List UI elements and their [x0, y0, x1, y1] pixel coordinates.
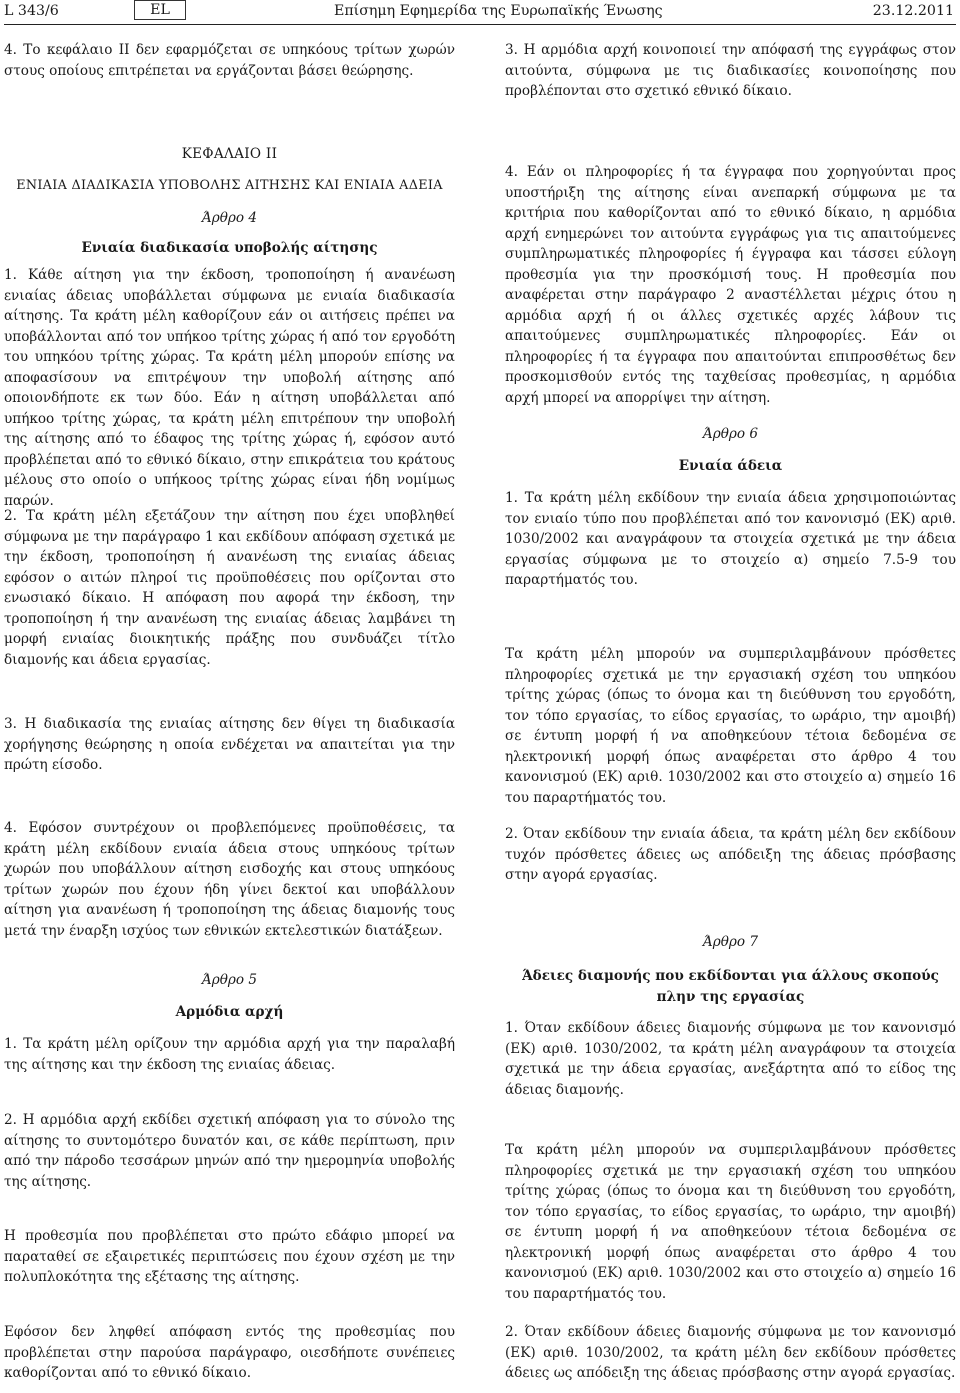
chapter1-paragraph-4: 4. Το κεφάλαιο II δεν εφαρμόζεται σε υπηκόους τρίτων χωρών στους οποίους επιτρέπεται να εργάζονται βάσει θεώρησης. — [4, 42, 455, 79]
publication-date: 23.12.2011 — [872, 3, 954, 19]
article-6-label: Άρθρο 6 — [702, 426, 759, 442]
article-4-paragraph-2: 2. Τα κράτη μέλη εξετάζουν την αίτηση που έχει υποβληθεί σύμφωνα με την παράγραφο 1 και εκδίδουν απόφαση σχετικά με την έκδοση, τροποποίηση ή ανανέωση της ενιαίας άδειας εφόσον ο αιτών πληροί τις προϋποθέσεις που ορίζονται στο ενωσιακό δίκαιο. Η απόφαση που αφορά την έκδοση, την τροποποίηση ή την ανανέωση της ενιαίας άδειας λαμβάνει τη μορφή ενιαίας διοικητικής πράξης που συνδυάζει τίτλο διαμονής και άδεια εργασίας. — [4, 508, 455, 668]
article-7-paragraph-1-subparagraph: Τα κράτη μέλη μπορούν να συμπεριλαμβάνουν πρόσθετες πληροφορίες σχετικά με την εργασιακή σχέση του υπηκόου τρίτης χώρας (όπως το όνομα και τη διεύθυνση του εργοδότη, τον τόπο εργασίας, το είδος εργασίας, το ωράριο, την αμοιβή) σε έντυπη μορφή ή να αποθηκεύουν τέτοια δεδομένα σε ηλεκτρονική μορφή όπως αναφέρεται στο άρθρο 4 του κανονισμού (ΕΚ) αριθ. 1030/2002 και στο στοιχείο α) σημείο 16 του παραρτήματός του. — [505, 1142, 956, 1302]
article-4-paragraph-3: 3. Η διαδικασία της ενιαίας αίτησης δεν θίγει τη διαδικασία χορήγησης θεώρησης η οποία ενδέχεται να απαιτείται για την πρώτη είσοδο. — [4, 716, 455, 773]
article-7-paragraph-1: 1. Όταν εκδίδουν άδειες διαμονής σύμφωνα με τον κανονισμό (ΕΚ) αριθ. 1030/2002, τα κράτη μέλη αναγράφουν τα στοιχεία σχετικά με την άδεια εργασίας, ανεξάρτητα από το είδος της άδειας διαμονής. — [505, 1020, 956, 1098]
article-7-paragraph-2: 2. Όταν εκδίδουν άδειες διαμονής σύμφωνα με τον κανονισμό (ΕΚ) αριθ. 1030/2002, τα κράτη μέλη δεν εκδίδουν πρόσθετες άδειες ως απόδειξη της άδειας πρόσβασης στην αγορά εργασίας. — [505, 1324, 956, 1381]
chapter-label: ΚΕΦΑΛΑΙΟ II — [181, 146, 278, 162]
article-5-title: Αρμόδια αρχή — [175, 1004, 284, 1020]
chapter-title: ΕΝΙΑΙΑ ΔΙΑΔΙΚΑΣΙΑ ΥΠΟΒΟΛΗΣ ΑΙΤΗΣΗΣ ΚΑΙ ΕΝΙΑΙΑ ΑΔΕΙΑ — [16, 178, 443, 193]
article-6-paragraph-1-subparagraph: Τα κράτη μέλη μπορούν να συμπεριλαμβάνουν πρόσθετες πληροφορίες σχετικά με την εργασιακή σχέση του υπηκόου τρίτης χώρας (όπως το όνομα και τη διεύθυνση του εργοδότη, τον τόπο εργασίας, το είδος εργασίας, το ωράριο, την αμοιβή) σε έντυπη μορφή ή να αποθηκεύουν τέτοια δεδομένα σε ηλεκτρονική μορφή όπως αναφέρεται στο άρθρο 4 του κανονισμού (ΕΚ) αριθ. 1030/2002 και στο στοιχείο α) σημείο 16 του παραρτήματός του. — [505, 646, 956, 806]
article-6-paragraph-2: 2. Όταν εκδίδουν την ενιαία άδεια, τα κράτη μέλη δεν εκδίδουν τυχόν πρόσθετες άδειες ως απόδειξη της άδειας πρόσβασης στην αγορά εργασίας. — [505, 826, 956, 883]
article-5-paragraph-4: 4. Εάν οι πληροφορίες ή τα έγγραφα που χορηγούνται προς υποστήριξη της αίτησης είναι ανεπαρκή σύμφωνα με τα κριτήρια που καθορίζονται από το εθνικό δίκαιο, η αρμόδια αρχή ενημερώνει τον αιτούντα εγγράφως για τις απαιτούμενες συμπληρωματικές πληροφορίες ή έγγραφα και τάσσει εύλογη προθεσμία για την προσκόμισή τους. Η προθεσμία που αναφέρεται στην παράγραφο 2 αναστέλλεται μέχρις ότου η αρμόδια αρχή ή οι άλλες σχετικές αρχές λάβουν τις απαιτούμενες συμπληρωματικές πληροφορίες. Εάν οι πληροφορίες ή τα έγγραφα που απαιτούνται επιπροσθέτως δεν προσκομισθούν εντός της ταχθείσας προθεσμίας, η αρμόδια αρχή μπορεί να απορρίψει την αίτηση. — [505, 164, 956, 406]
article-5-paragraph-1: 1. Τα κράτη μέλη ορίζουν την αρμόδια αρχή για την παραλαβή της αίτησης και την έκδοση της ενιαίας άδειας. — [4, 1036, 455, 1073]
article-5-paragraph-2: 2. Η αρμόδια αρχή εκδίδει σχετική απόφαση για το σύνολο της αίτησης το συντομότερο δυνατόν και, σε κάθε περίπτωση, πριν από την πάροδο τεσσάρων μηνών από την ημερομηνία υποβολής της αίτησης. — [4, 1112, 455, 1190]
article-7-title: Άδειες διαμονής που εκδίδονται για άλλους σκοπούς πλην της εργασίας — [522, 968, 939, 1005]
page-header — [4, 0, 956, 25]
article-5-paragraph-2-subparagraph: Η προθεσμία που προβλέπεται στο πρώτο εδάφιο μπορεί να παραταθεί σε εξαιρετικές περιπτώσεις που έχουν σχέση με την πολυπλοκότητα της εξέτασης της αίτησης. — [4, 1228, 455, 1285]
language-code-box: EL — [134, 0, 186, 20]
article-4-label: Άρθρο 4 — [201, 210, 258, 226]
article-6-paragraph-1: 1. Τα κράτη μέλη εκδίδουν την ενιαία άδεια χρησιμοποιώντας τον ενιαίο τύπο που προβλέπεται από τον κανονισμό (ΕΚ) αριθ. 1030/2002 και αναγράφουν τα στοιχεία σχετικά με την άδεια εργασίας σύμφωνα με το στοιχείο α) σημείο 7.5-9 του παραρτήματός του. — [505, 490, 956, 588]
journal-title: Επίσημη Εφημερίδα της Ευρωπαϊκής Ένωσης — [334, 3, 663, 19]
article-7-label: Άρθρο 7 — [702, 934, 759, 950]
article-4-title: Ενιαία διαδικασία υποβολής αίτησης — [81, 240, 378, 256]
article-4-paragraph-4: 4. Εφόσον συντρέχουν οι προβλεπόμενες προϋποθέσεις, τα κράτη μέλη εκδίδουν ενιαία άδεια στους υπηκόους τρίτων χωρών που υποβάλλουν αίτηση εισδοχής και στους υπηκόους τρίτων χωρών που έχουν ήδη γίνει δεκτοί και υποβάλλουν αίτηση για ανανέωση ή τροποποίηση της άδειας διαμονής τους μετά την έναρξη ισχύος των εθνικών εκτελεστικών διατάξεων. — [4, 820, 455, 939]
article-4-paragraph-1: 1. Κάθε αίτηση για την έκδοση, τροποποίηση ή ανανέωση ενιαίας άδειας υποβάλλεται σύμφωνα με ενιαία διαδικασία αίτησης. Τα κράτη μέλη καθορίζουν εάν οι αιτήσεις πρέπει να υποβάλλονται από τον υπήκοο τρίτης χώρας ή από τον εργοδότη του υπηκόου τρίτης χώρας. Τα κράτη μέλη μπορούν επίσης να αποφασίσουν να επιτρέψουν την υποβολή αίτησης από οποιονδήποτε εκ των δύο. Εάν η αίτηση υποβάλλεται από υπήκοο τρίτης χώρας, τα κράτη μέλη επιτρέπουν την υποβολή της αίτησης από το έδαφος της τρίτης χώρας ή, εφόσον αυτό προβλέπεται από το εθνικό δίκαιο, στην επικράτεια του κράτους μέλους στο οποίο ο υπήκοος τρίτης χώρας είναι ήδη νομίμως παρών. — [4, 267, 455, 509]
article-6-title: Ενιαία άδεια — [678, 458, 783, 474]
article-5-paragraph-3: 3. Η αρμόδια αρχή κοινοποιεί την απόφασή της εγγράφως στον αιτούντα, σύμφωνα με τις διαδικασίες κοινοποίησης που προβλέπονται στο σχετικό εθνικό δίκαιο. — [505, 42, 956, 99]
article-5-paragraph-2-continued: Εφόσον δεν ληφθεί απόφαση εντός της προθεσμίας που προβλέπεται στην παρούσα παράγραφο, οιεσδήποτε συνέπειες καθορίζονται από το εθνικό δίκαιο. — [4, 1324, 455, 1381]
article-5-label: Άρθρο 5 — [201, 972, 258, 988]
page-number: L 343/6 — [4, 3, 59, 19]
